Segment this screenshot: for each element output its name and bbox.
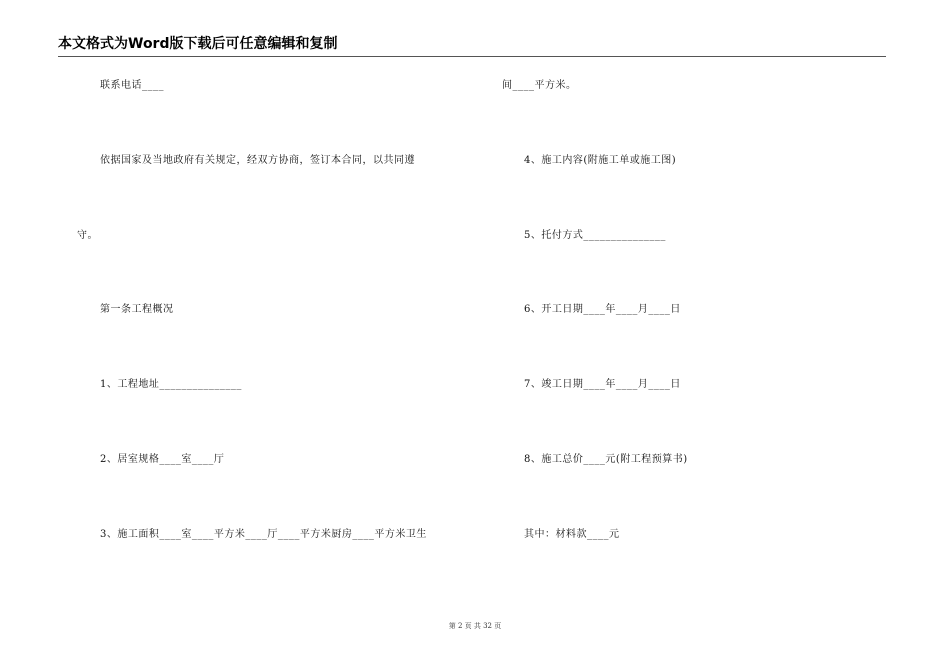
area-continued-line: 间____平方米。 bbox=[502, 80, 577, 91]
article1-title: 第一条工程概况 bbox=[100, 304, 174, 315]
item3-area: 3、施工面积____室____平方米____厅____平方米厨房____平方米卫生 bbox=[100, 529, 427, 540]
page-indicator: 第 2 页 共 32 页 bbox=[448, 622, 502, 630]
item4-content: 4、施工内容(附施工单或施工图) bbox=[524, 155, 677, 166]
item6-start-date: 6、开工日期____年____月____日 bbox=[524, 304, 681, 315]
page-header bbox=[58, 34, 886, 57]
item8-total-price: 8、施工总价____元(附工程预算书) bbox=[524, 454, 688, 465]
page-footer bbox=[0, 621, 950, 631]
header-title: 本文格式为Word版下载后可任意编辑和复制 bbox=[58, 36, 338, 52]
intro-line-2: 守。 bbox=[77, 230, 98, 241]
intro-line-1: 依据国家及当地政府有关规定，经双方协商，签订本合同，以共同遵 bbox=[100, 155, 415, 166]
materials-cost: 其中：材料款____元 bbox=[524, 529, 620, 540]
item2-layout: 2、居室规格____室____厅 bbox=[100, 454, 225, 465]
contact-phone-line: 联系电话____ bbox=[100, 80, 164, 91]
item1-address: 1、工程地址_______________ bbox=[100, 379, 242, 390]
item5-payment: 5、托付方式_______________ bbox=[524, 230, 666, 241]
item7-end-date: 7、竣工日期____年____月____日 bbox=[524, 379, 681, 390]
